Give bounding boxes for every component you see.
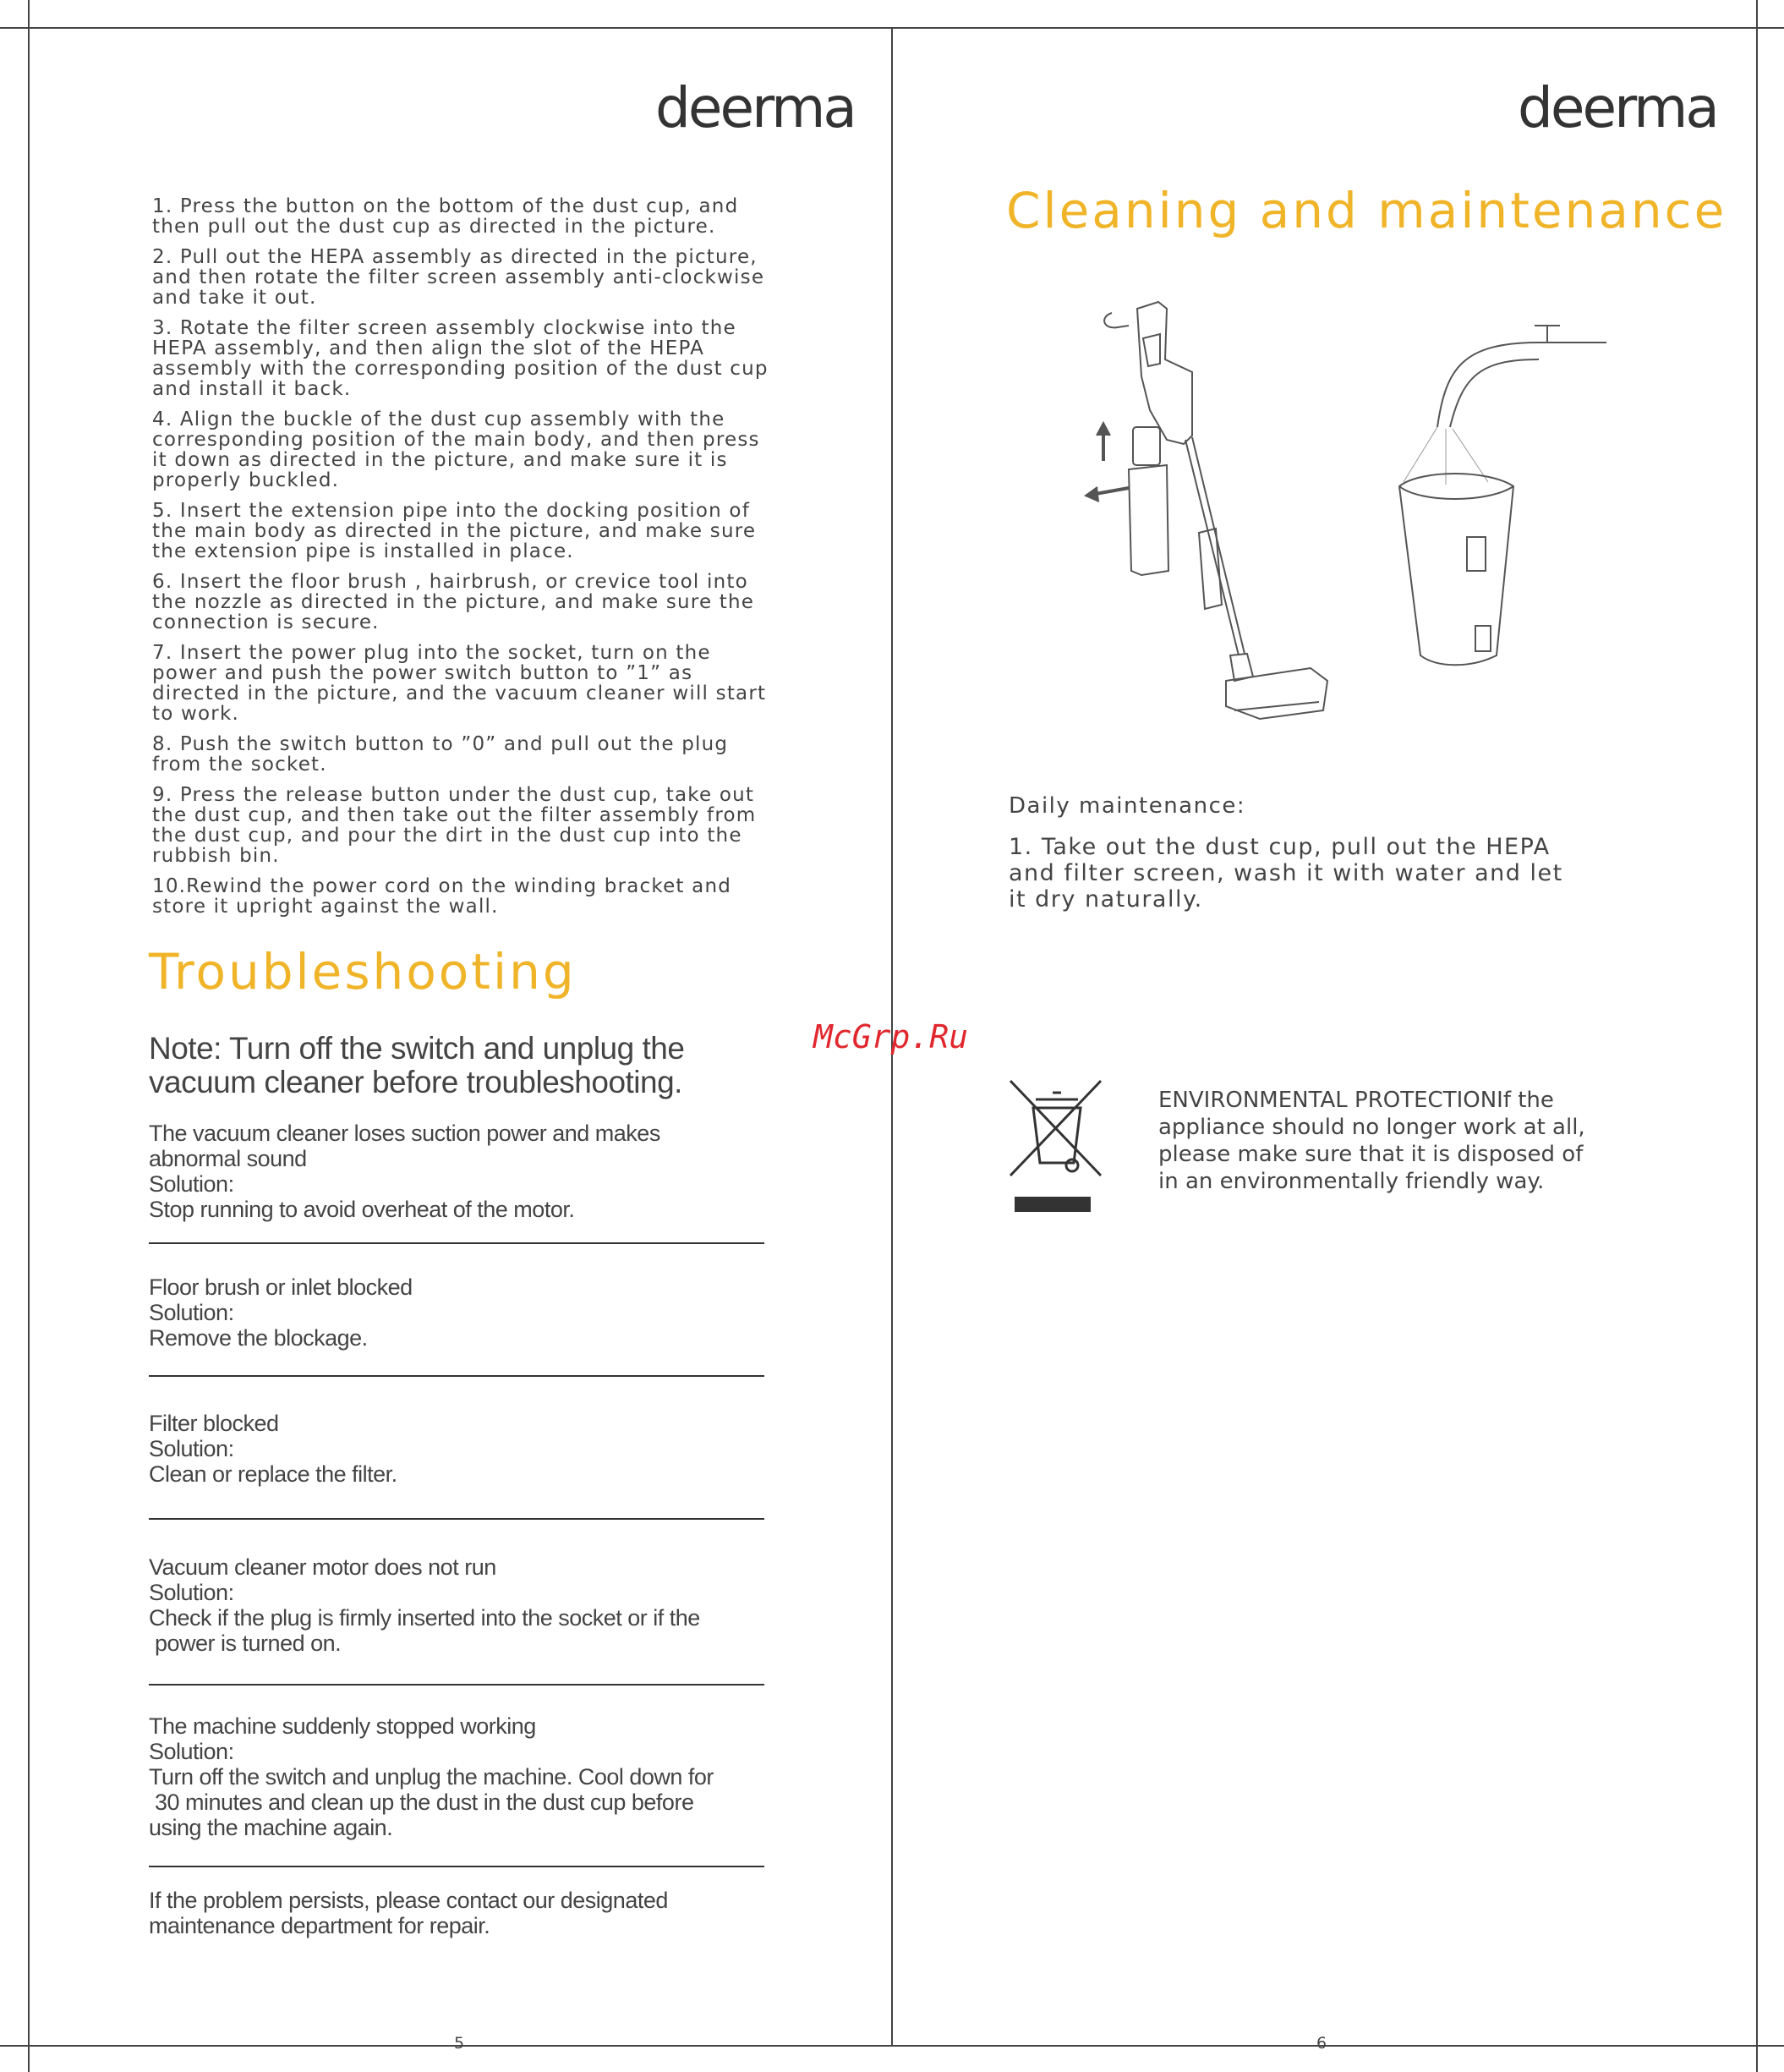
issue-problem: Floor brush or inlet blocked <box>149 1274 413 1300</box>
issue-solution-label: Solution: <box>149 1739 234 1764</box>
issue-solution: Remove the blockage. <box>149 1325 368 1351</box>
step-10: 10.Rewind the power cord on the winding bracket and store it upright against the wall. <box>152 875 732 918</box>
issue-problem: Filter blocked <box>149 1411 279 1436</box>
environmental-protection-text: ENVIRONMENTAL PROTECTIONIf the appliance should no longer work at all, please make sure that it is disposed of in an environmentally friendly way. <box>1158 1088 1585 1194</box>
issue-solution: Clean or replace the filter. <box>149 1461 397 1487</box>
issue-solution-label: Solution: <box>149 1436 234 1461</box>
step-1: 1. Press the button on the bottom of the dust cup, and then pull out the dust cup as directed in the picture. <box>152 195 739 238</box>
issue-divider <box>149 1866 764 1867</box>
daily-maintenance-text: 1. Take out the dust cup, pull out the HEPA and filter screen, wash it with water and let it dry naturally. <box>1009 834 1563 913</box>
step-8: 8. Push the switch button to ”0” and pull out the plug from the socket. <box>152 733 729 776</box>
frame-left <box>28 0 30 2072</box>
step-9: 9. Press the release button under the dust cup, take out the dust cup, and then take out the filter assembly from the dust cup, and pour the dirt in the dust cup into the rubbish bin. <box>152 784 757 867</box>
issue-2 <box>149 1274 758 1351</box>
cleaning-title: Cleaning and maintenance <box>1006 182 1727 239</box>
issue-solution-label: Solution: <box>149 1300 234 1325</box>
issue-solution: Stop running to avoid overheat of the motor. <box>149 1197 575 1222</box>
brand-logo-right <box>1518 75 1717 140</box>
issue-divider <box>149 1375 764 1377</box>
issue-divider <box>149 1684 764 1686</box>
issue-problem: The machine suddenly stopped working <box>149 1713 536 1739</box>
issue-5 <box>149 1713 758 1840</box>
usage-steps <box>152 196 769 927</box>
step-2: 2. Pull out the HEPA assembly as directed in the picture, and then rotate the filter screen assembly anti-clockwise and take it out. <box>152 246 765 309</box>
vacuum-illustration <box>1065 292 1623 732</box>
issue-solution-label: Solution: <box>149 1580 234 1605</box>
logo-text: deerma <box>1518 75 1717 140</box>
page-number-left: 5 <box>454 2034 465 2053</box>
step-5: 5. Insert the extension pipe into the docking position of the main body as directed in the picture, and make sure the extension pipe is installed in place. <box>152 500 757 562</box>
troubleshooting-note: Note: Turn off the switch and unplug the vacuum cleaner before troubleshooting. <box>149 1031 685 1099</box>
issue-3 <box>149 1411 758 1487</box>
troubleshooting-title: Troubleshooting <box>149 943 577 1000</box>
frame-right <box>1756 0 1758 2072</box>
issue-solution: Turn off the switch and unplug the machine. Cool down for 30 minutes and clean up the dust in the dust cup before using the machine again. <box>149 1764 714 1840</box>
issue-4 <box>149 1554 758 1656</box>
step-7: 7. Insert the power plug into the socket, turn on the power and push the power switch button to ”1” as directed in the picture, and the vacuum cleaner will start to work. <box>152 642 767 725</box>
issue-solution-label: Solution: <box>149 1171 234 1197</box>
issue-1 <box>149 1121 758 1222</box>
logo-text: deerma <box>655 75 855 140</box>
page-number-right: 6 <box>1316 2034 1327 2053</box>
step-4: 4. Align the buckle of the dust cup assembly with the corresponding position of the main body, and then press it down as directed in the picture, and make sure it is properly buckled. <box>152 408 760 491</box>
brand-logo-left <box>655 75 855 140</box>
issue-problem: The vacuum cleaner loses suction power and makes abnormal sound <box>149 1121 660 1171</box>
weee-recycle-icon <box>1006 1074 1108 1218</box>
issue-solution: Check if the plug is firmly inserted into the socket or if the power is turned on. <box>149 1605 700 1656</box>
step-6: 6. Insert the floor brush , hairbrush, or crevice tool into the nozzle as directed in the picture, and make sure the connection is secure. <box>152 571 755 633</box>
step-3: 3. Rotate the filter screen assembly clockwise into the HEPA assembly, and then align the slot of the HEPA assembly with the corresponding position of the dust cup and install it back. <box>152 317 769 400</box>
issue-divider <box>149 1242 764 1244</box>
footer-note: If the problem persists, please contact our designated maintenance department for repair. <box>149 1888 668 1938</box>
watermark: McGrp.Ru <box>813 1018 969 1055</box>
daily-maintenance-title: Daily maintenance: <box>1009 793 1246 819</box>
issue-divider <box>149 1518 764 1520</box>
issue-problem: Vacuum cleaner motor does not run <box>149 1554 496 1580</box>
